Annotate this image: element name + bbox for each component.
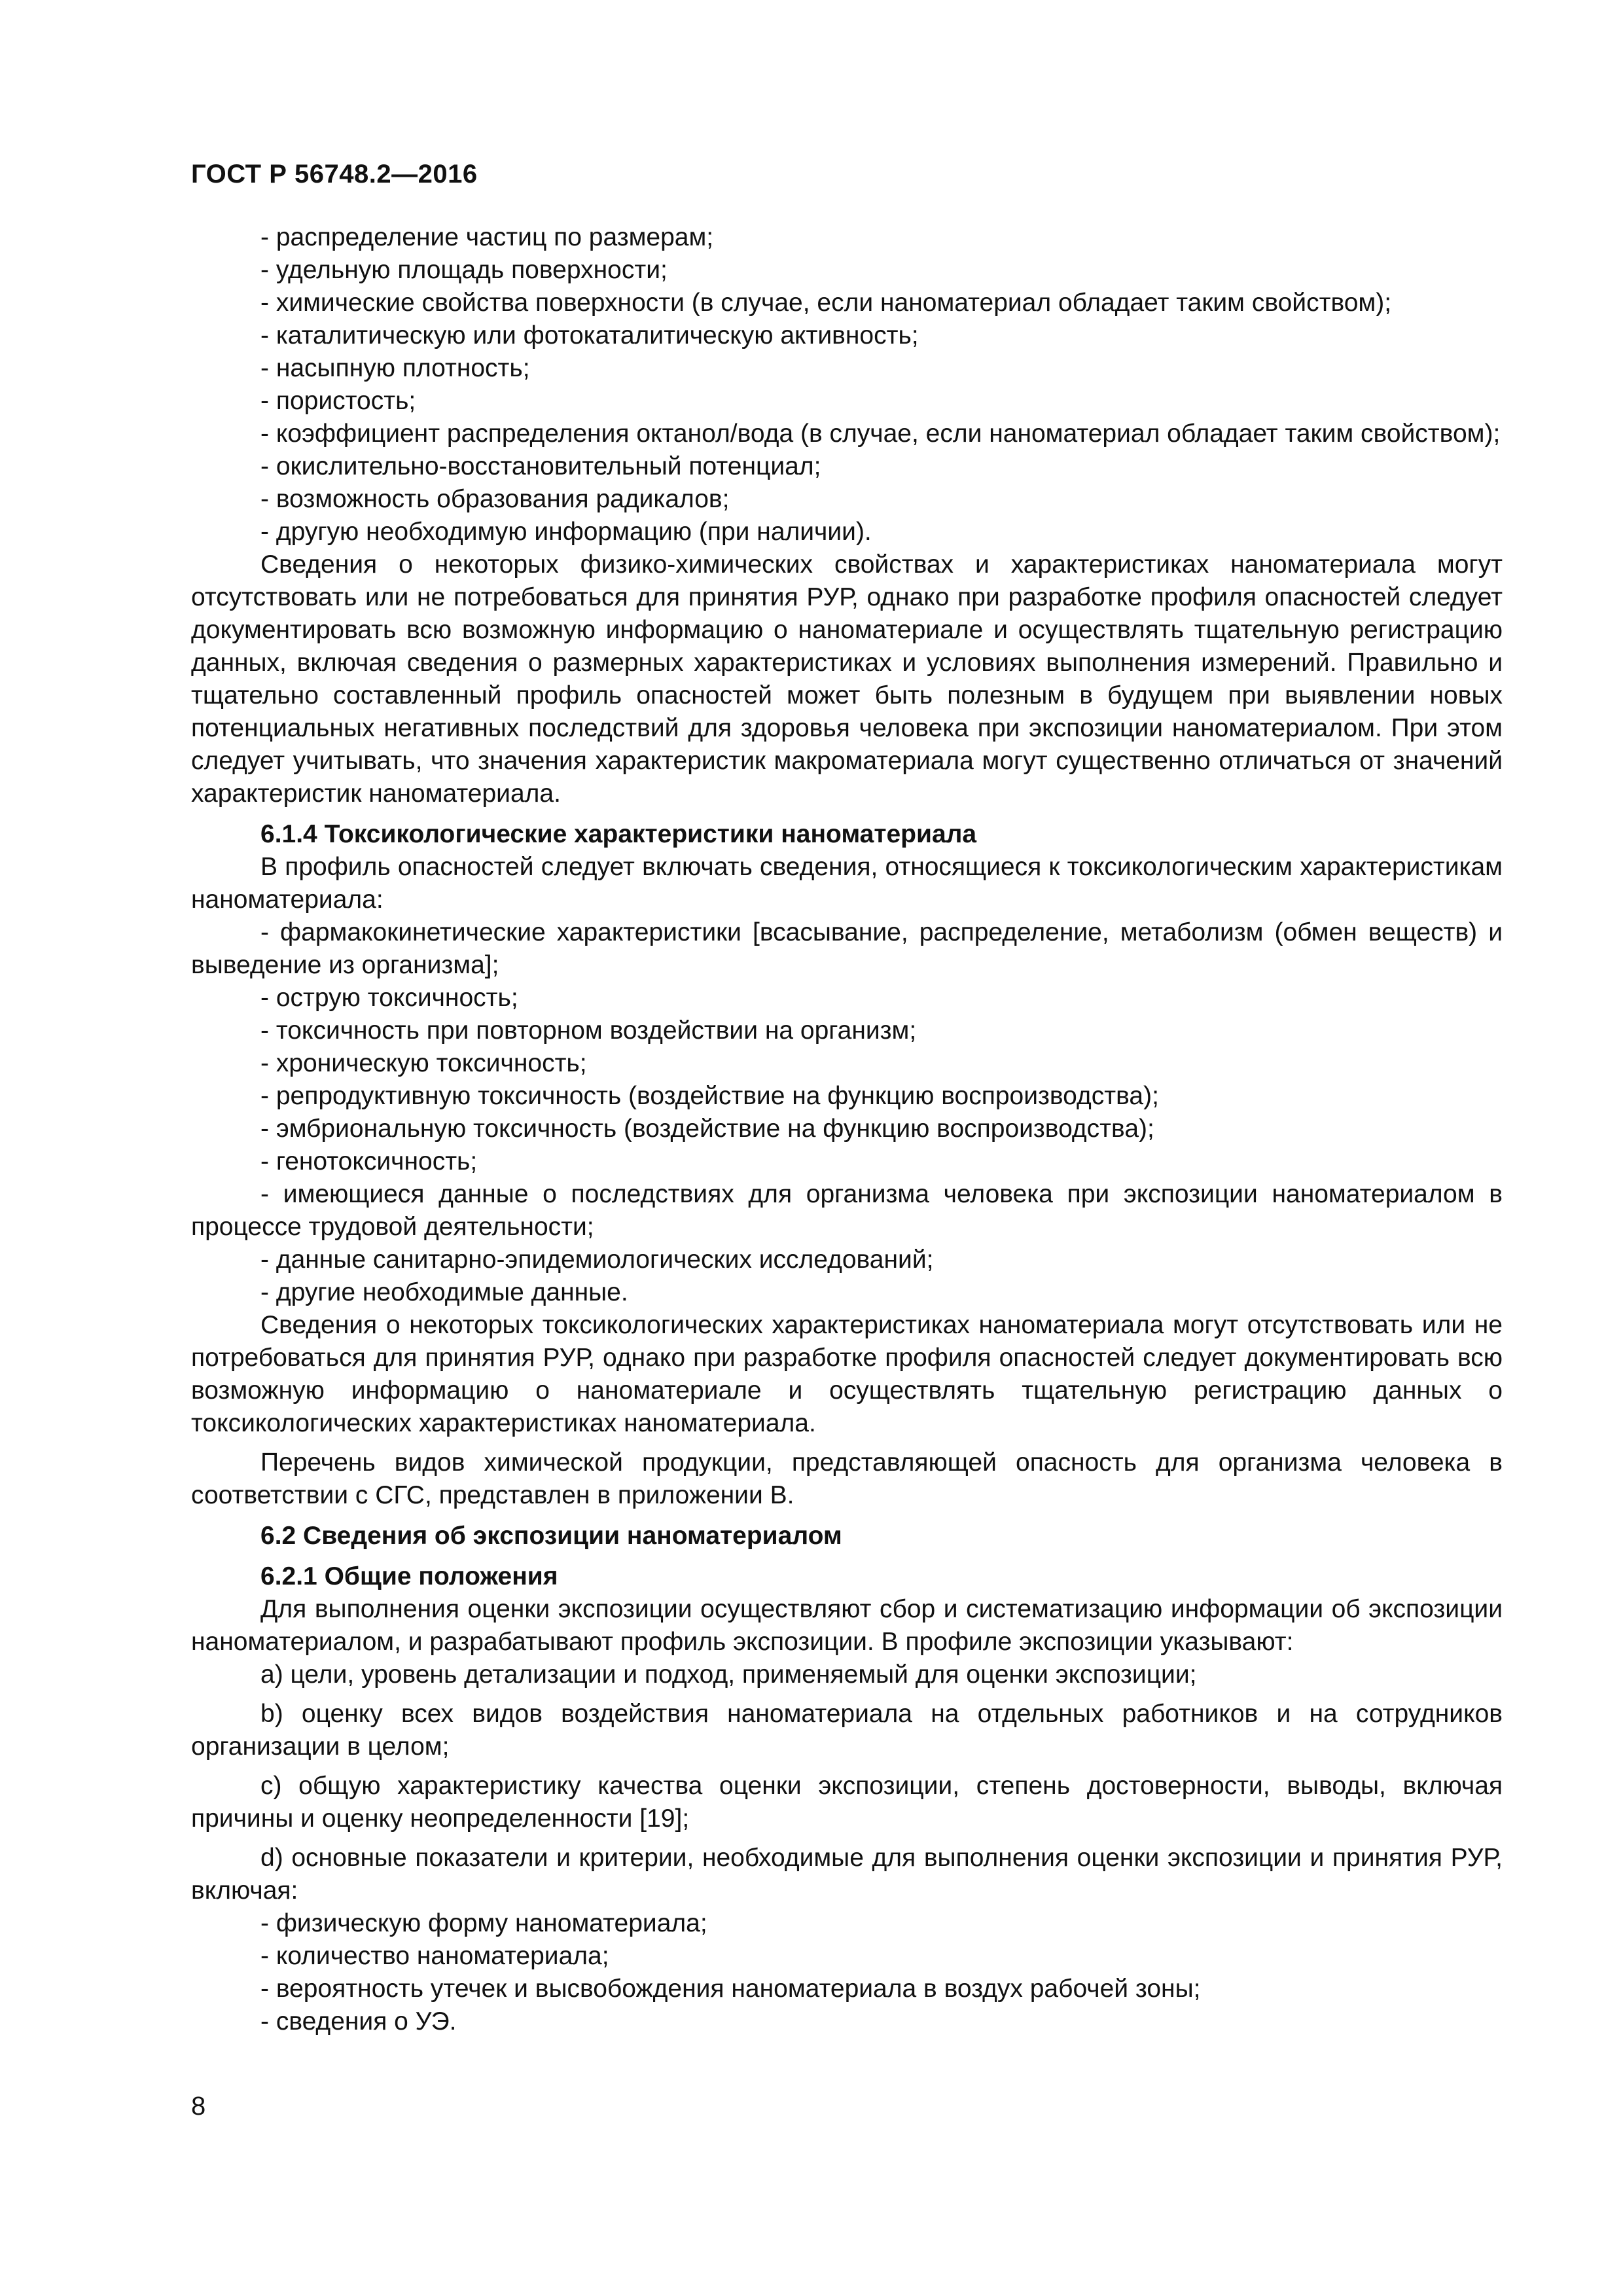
list-item: - другие необходимые данные. (260, 1278, 628, 1306)
list-item: - удельную площадь поверхности; (260, 256, 668, 284)
list-item: - химические свойства поверхности (в случае, если наноматериал обладает таким свойством); (260, 289, 1392, 317)
section-heading: 6.1.4 Токсикологические характеристики наноматериала (260, 820, 977, 848)
list-item: b) оценку всех видов воздействия наноматериала на отдельных работников и на сотрудников организации в целом; (191, 1700, 1503, 1761)
list-item: - каталитическую или фотокаталитическую активность; (260, 321, 919, 350)
list-item: - окислительно-восстановительный потенциал; (260, 452, 821, 480)
list-item: c) общую характеристику качества оценки экспозиции, степень достоверности, выводы, включая причины и оценку неопределенности [19]; (191, 1772, 1503, 1833)
section-heading: 6.2 Сведения об экспозиции наноматериалом (260, 1522, 842, 1550)
list-item: a) цели, уровень детализации и подход, применяемый для оценки экспозиции; (260, 1660, 1197, 1689)
list-item: - коэффициент распределения октанол/вода (в случае, если наноматериал обладает таким свойством); (260, 420, 1501, 448)
list-item: - вероятность утечек и высвобождения наноматериала в воздух рабочей зоны; (260, 1975, 1201, 2003)
paragraph: В профиль опасностей следует включать сведения, относящиеся к токсикологическим характеристикам наноматериала: (191, 853, 1503, 914)
list-item: - имеющиеся данные о последствиях для организма человека при экспозиции наноматериалом в процессе трудовой деятельности; (191, 1180, 1503, 1241)
list-item: - токсичность при повторном воздействии на организм; (260, 1016, 917, 1045)
list-item: - другую необходимую информацию (при наличии). (260, 518, 872, 546)
list-item: d) основные показатели и критерии, необходимые для выполнения оценки экспозиции и принятия РУР, включая: (191, 1844, 1503, 1905)
subsection-heading: 6.2.1 Общие положения (260, 1562, 558, 1590)
list-item: - физическую форму наноматериала; (260, 1909, 707, 1937)
list-item: - фармакокинетические характеристики [всасывание, распределение, метаболизм (обмен веществ) и выведение из организма]; (191, 918, 1503, 979)
document-header: ГОСТ Р 56748.2—2016 (191, 160, 478, 188)
list-item: - генотоксичность; (260, 1147, 478, 1175)
list-item: - распределение частиц по размерам; (260, 223, 714, 251)
page-number: 8 (191, 2092, 206, 2121)
list-item: - эмбриональную токсичность (воздействие на функцию воспроизводства); (260, 1115, 1154, 1143)
paragraph: Перечень видов химической продукции, представляющей опасность для организма человека в соответствии с СГС, представлен в приложении В. (191, 1448, 1503, 1509)
list-item: - репродуктивную токсичность (воздействие на функцию воспроизводства); (260, 1082, 1159, 1110)
paragraph: Сведения о некоторых физико-химических свойствах и характеристиках наноматериала могут отсутствовать или не потребоваться для принятия РУР, однако при разработке профиля опасностей следует документировать всю возможную информацию о наноматериале и осуществлять тщательную регистрацию данных, включая сведения о размерных характеристиках и условиях выполнения измерений. Правильно и тщательно составленный профиль опасностей может быть полезным в будущем при выявлении новых потенциальных негативных последствий для здоровья человека при экспозиции наноматериалом. При этом следует учитывать, что значения характеристик макроматериала могут существенно отличаться от значений характеристик наноматериала. (191, 550, 1503, 808)
document-body (191, 221, 1503, 2038)
list-item: - хроническую токсичность; (260, 1049, 587, 1077)
list-item: - острую токсичность; (260, 984, 518, 1012)
paragraph: Для выполнения оценки экспозиции осуществляют сбор и систематизацию информации об экспозиции наноматериалом, и разрабатывают профиль экспозиции. В профиле экспозиции указывают: (191, 1595, 1503, 1656)
list-item: - данные санитарно-эпидемиологических исследований; (260, 1246, 934, 1274)
list-item: - возможность образования радикалов; (260, 485, 730, 513)
list-item: - количество наноматериала; (260, 1942, 609, 1970)
list-item: - сведения о УЭ. (260, 2007, 457, 2036)
list-item: - насыпную плотность; (260, 354, 530, 382)
paragraph: Сведения о некоторых токсикологических характеристиках наноматериала могут отсутствовать или не потребоваться для принятия РУР, однако при разработке профиля опасностей следует документировать всю возможную информацию о наноматериале и осуществлять тщательную регистрацию данных о токсикологических характеристиках наноматериала. (191, 1311, 1503, 1437)
list-item: - пористость; (260, 387, 416, 415)
